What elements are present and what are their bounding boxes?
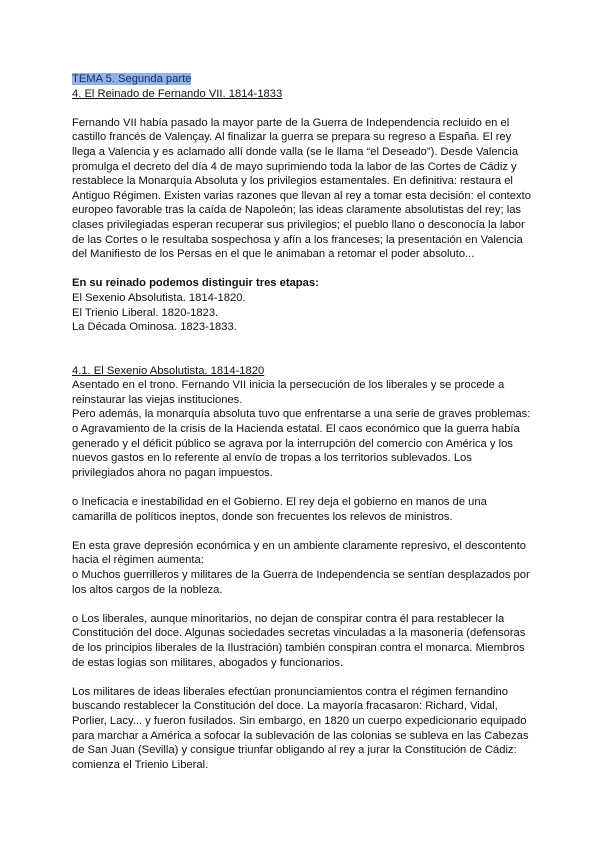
tema-label-selected[interactable]: TEMA 5. Segunda parte xyxy=(72,73,192,85)
stage-item: El Sexenio Absolutista. 1814-1820. xyxy=(72,291,246,304)
monarchy-problems-paragraph: Pero además, la monarquía absoluta tuvo que enfrentarse a una serie de graves problemas: o Agravamiento de la crisis de la Hacienda estatal. El caos económico que la guerra había generado y el déficit público se agrava por la interrupción del comercio con América y los nuevos gastos en lo referente al envío de tropas a los territorios sublevados. Los privilegiados ahora no pagan impuestos. xyxy=(72,408,531,479)
section-title: 4. El Reinado de Fernando VII. 1814-1833 xyxy=(72,87,283,100)
government-instability-paragraph: o Ineficacia e inestabilidad en el Gobierno. El rey deja el gobierno en manos de una camarilla de políticos ineptos, donde son frecuentes los relevos de ministros. xyxy=(72,496,487,523)
intro-paragraph: Fernando VII había pasado la mayor parte de la Guerra de Independencia recluido en el castillo francés de Valençay. Al finalizar la guerra se prepara su regreso a España. El rey llega a Valencia y es aclamado allí donde valla (se le llama “el Deseado”). Desde Valencia promulga el decreto del día 4 de mayo suprimiendo toda la labor de las Cortes de Cádiz y restablece la Monarquía Absoluta y los privilegios estamentales. En definitiva: restaura el Antiguo Régimen. Existen varias razones que llevan al rey a tomar esta decisión: el contexto europeo favorable tras la caída de Napoleón; las ideas claramente absolutistas del rey; las clases privilegiadas esperan recuperar sus privilegios; el pueblo llano o desconocía la labor de las Cortes o le resultaba sospechosa y afín a los franceses; la presentación en Valencia del Manifiesto de los Persas en el que le animaban a retomar el poder absoluto... xyxy=(72,116,531,261)
document-body xyxy=(72,72,534,772)
sub-intro-paragraph: Asentado en el trono. Fernando VII inicia la persecución de los liberales y se procede a reinstaurar las viejas instituciones. xyxy=(72,379,505,406)
discontent-paragraph: En esta grave depresión económica y en un ambiente claramente represivo, el descontento hacia el régimen aumenta: o Muchos guerrilleros y militares de la Guerra de Independencia se sentían desplazados por los altos cargos de la nobleza. xyxy=(72,539,530,596)
liberals-conspire-paragraph: o Los liberales, aunque minoritarios, no dejan de conspirar contra él para restablecer la Constitución del doce. Algunas sociedades secretas vinculadas a la masonería (defensoras de los principios liberales de la Ilustración) también conspiran contra el monarca. Miembros de estas logias son militares, abogados y funcionarios. xyxy=(72,612,526,669)
stage-item: El Trienio Liberal. 1820-1823. xyxy=(72,306,219,319)
stages-heading: En su reinado podemos distinguir tres etapas: xyxy=(72,277,319,290)
stage-item: La Década Ominosa. 1823-1833. xyxy=(72,321,237,334)
subsection-title: 4.1. El Sexenio Absolutista. 1814-1820 xyxy=(72,364,265,377)
pronunciamientos-paragraph: Los militares de ideas liberales efectúan pronunciamientos contra el régimen fernandino buscando restablecer la Constitución del doce. La mayoría fracasaron: Richard, Vidal, Porlier, Lacy... y fueron fusilados. Sin embargo, en 1820 un cuerpo expedicionario equipado para marchar a América a sofocar la sublevación de las colonias se subleva en las Cabezas de San Juan (Sevilla) y consigue triunfar obligando al rey a jurar la Constitución de Cádiz: comienza el Trienio Liberal. xyxy=(72,685,529,771)
